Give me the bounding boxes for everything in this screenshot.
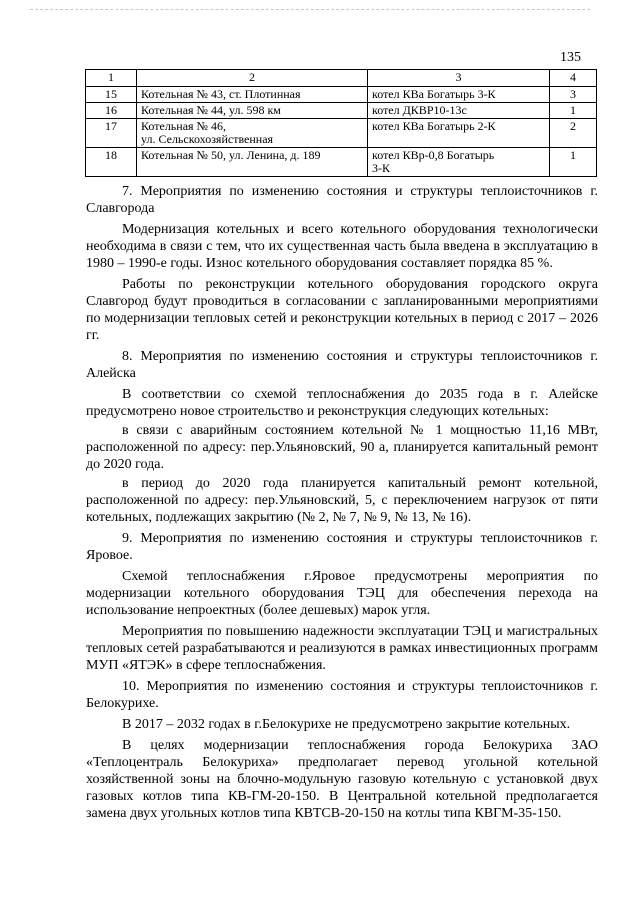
table-header-row <box>86 70 597 87</box>
section-9-paragraph-2: Мероприятия по повышению надежности эксплуатации ТЭЦ и магистральных тепловых сетей разрабатываются и реализуются в рамках инвестиционных программ МУП «ЯТЭК» в сфере теплоснабжения. <box>86 624 598 673</box>
boiler-count: 3 <box>550 87 597 103</box>
table-row <box>86 148 597 177</box>
boiler-type-line2: 3-К <box>372 161 390 175</box>
section-9-paragraph-1: Схемой теплоснабжения г.Яровое предусмотрены мероприятия по модернизации котельного оборудования ТЭЦ для обеспечения перехода на использование непроектных (более дешевых) марок угля. <box>86 569 598 618</box>
row-number: 16 <box>86 103 137 119</box>
boiler-type-line1: котел КВр-0,8 Богатырь <box>372 148 495 162</box>
boiler-house-name-line2: ул. Сельскохозяйственная <box>141 132 274 146</box>
boiler-type: котел КВа Богатырь 3-К <box>368 87 550 103</box>
table-header-cell: 1 <box>86 70 137 87</box>
boiler-type: котел ДКВР10-13с <box>368 103 550 119</box>
page-number: 135 <box>560 50 581 65</box>
table-header-cell: 2 <box>137 70 368 87</box>
table-header-cell: 3 <box>368 70 550 87</box>
section-8-list-item-2: в период до 2020 года планируется капитальный ремонт котельной, расположенной по адресу: пер.Ульяновский, 5, с переключением нагрузок от пяти котельных, подлежащих закрытию (№ 2, № 7, № 9, № 13, № 16). <box>86 476 598 525</box>
boiler-house-name-line1: Котельная № 46, <box>141 119 226 133</box>
boiler-house-name: Котельная № 43, ст. Плотинная <box>137 87 368 103</box>
section-7-paragraph-1: Модернизация котельных и всего котельного оборудования технологически необходима в связи с тем, что их существенная часть была введена в эксплуатацию в 1980 – 1990-е годы. Износ котельного оборудования составляет порядка 85 %. <box>86 222 598 271</box>
section-10-paragraph-2: В целях модернизации теплоснабжения города Белокуриха ЗАО «Теплоцентраль Белокуриха» предполагает перевод угольной котельной хозяйственной зоны на блочно-модульную газовую котельную с установкой двух газовых котлов типа КВ-ГМ-20-150. В Центральной котельной предполагается замена двух угольных котлов типа КВТСВ-20-150 на котлы типа КВГМ-35-150. <box>86 738 598 821</box>
section-10-paragraph-1: В 2017 – 2032 годах в г.Белокурихе не предусмотрено закрытие котельных. <box>122 717 571 732</box>
scan-edge-line <box>30 9 590 10</box>
boiler-table <box>85 69 597 177</box>
boiler-type <box>368 148 550 177</box>
table-header-cell: 4 <box>550 70 597 87</box>
section-7-heading: 7. Мероприятия по изменению состояния и структуры теплоисточников г. Славгорода <box>86 184 598 216</box>
row-number: 17 <box>86 119 137 148</box>
section-8-paragraph-1: В соответствии со схемой теплоснабжения до 2035 года в г. Алейске предусмотрено новое строительство и реконструкция следующих котельных: <box>86 387 598 419</box>
row-number: 18 <box>86 148 137 177</box>
document-body <box>86 183 598 826</box>
table-row <box>86 119 597 148</box>
section-7-paragraph-2: Работы по реконструкции котельного оборудования городского округа Славгород будут проводиться в согласовании с запланированными мероприятиями по модернизации тепловых сетей и реконструкции котельных в период с 2017 – 2026 гг. <box>86 277 598 343</box>
boiler-type: котел КВа Богатырь 2-К <box>368 119 550 148</box>
boiler-count: 2 <box>550 119 597 148</box>
table-row <box>86 87 597 103</box>
boiler-count: 1 <box>550 148 597 177</box>
boiler-house-name <box>137 119 368 148</box>
table-row <box>86 103 597 119</box>
section-10-heading: 10. Мероприятия по изменению состояния и структуры теплоисточников г. Белокурихе. <box>86 679 598 711</box>
section-8-heading: 8. Мероприятия по изменению состояния и структуры теплоисточников г. Алейска <box>86 349 598 381</box>
boiler-count: 1 <box>550 103 597 119</box>
section-8-list-item-1: в связи с аварийным состоянием котельной № 1 мощностью 11,16 МВт, расположенной по адресу: пер.Ульяновский, 90 а, планируется капитальный ремонт до 2020 года. <box>86 423 598 472</box>
row-number: 15 <box>86 87 137 103</box>
boiler-house-name: Котельная № 50, ул. Ленина, д. 189 <box>137 148 368 177</box>
section-9-heading: 9. Мероприятия по изменению состояния и структуры теплоисточников г. Яровое. <box>86 531 598 563</box>
boiler-house-name: Котельная № 44, ул. 598 км <box>137 103 368 119</box>
